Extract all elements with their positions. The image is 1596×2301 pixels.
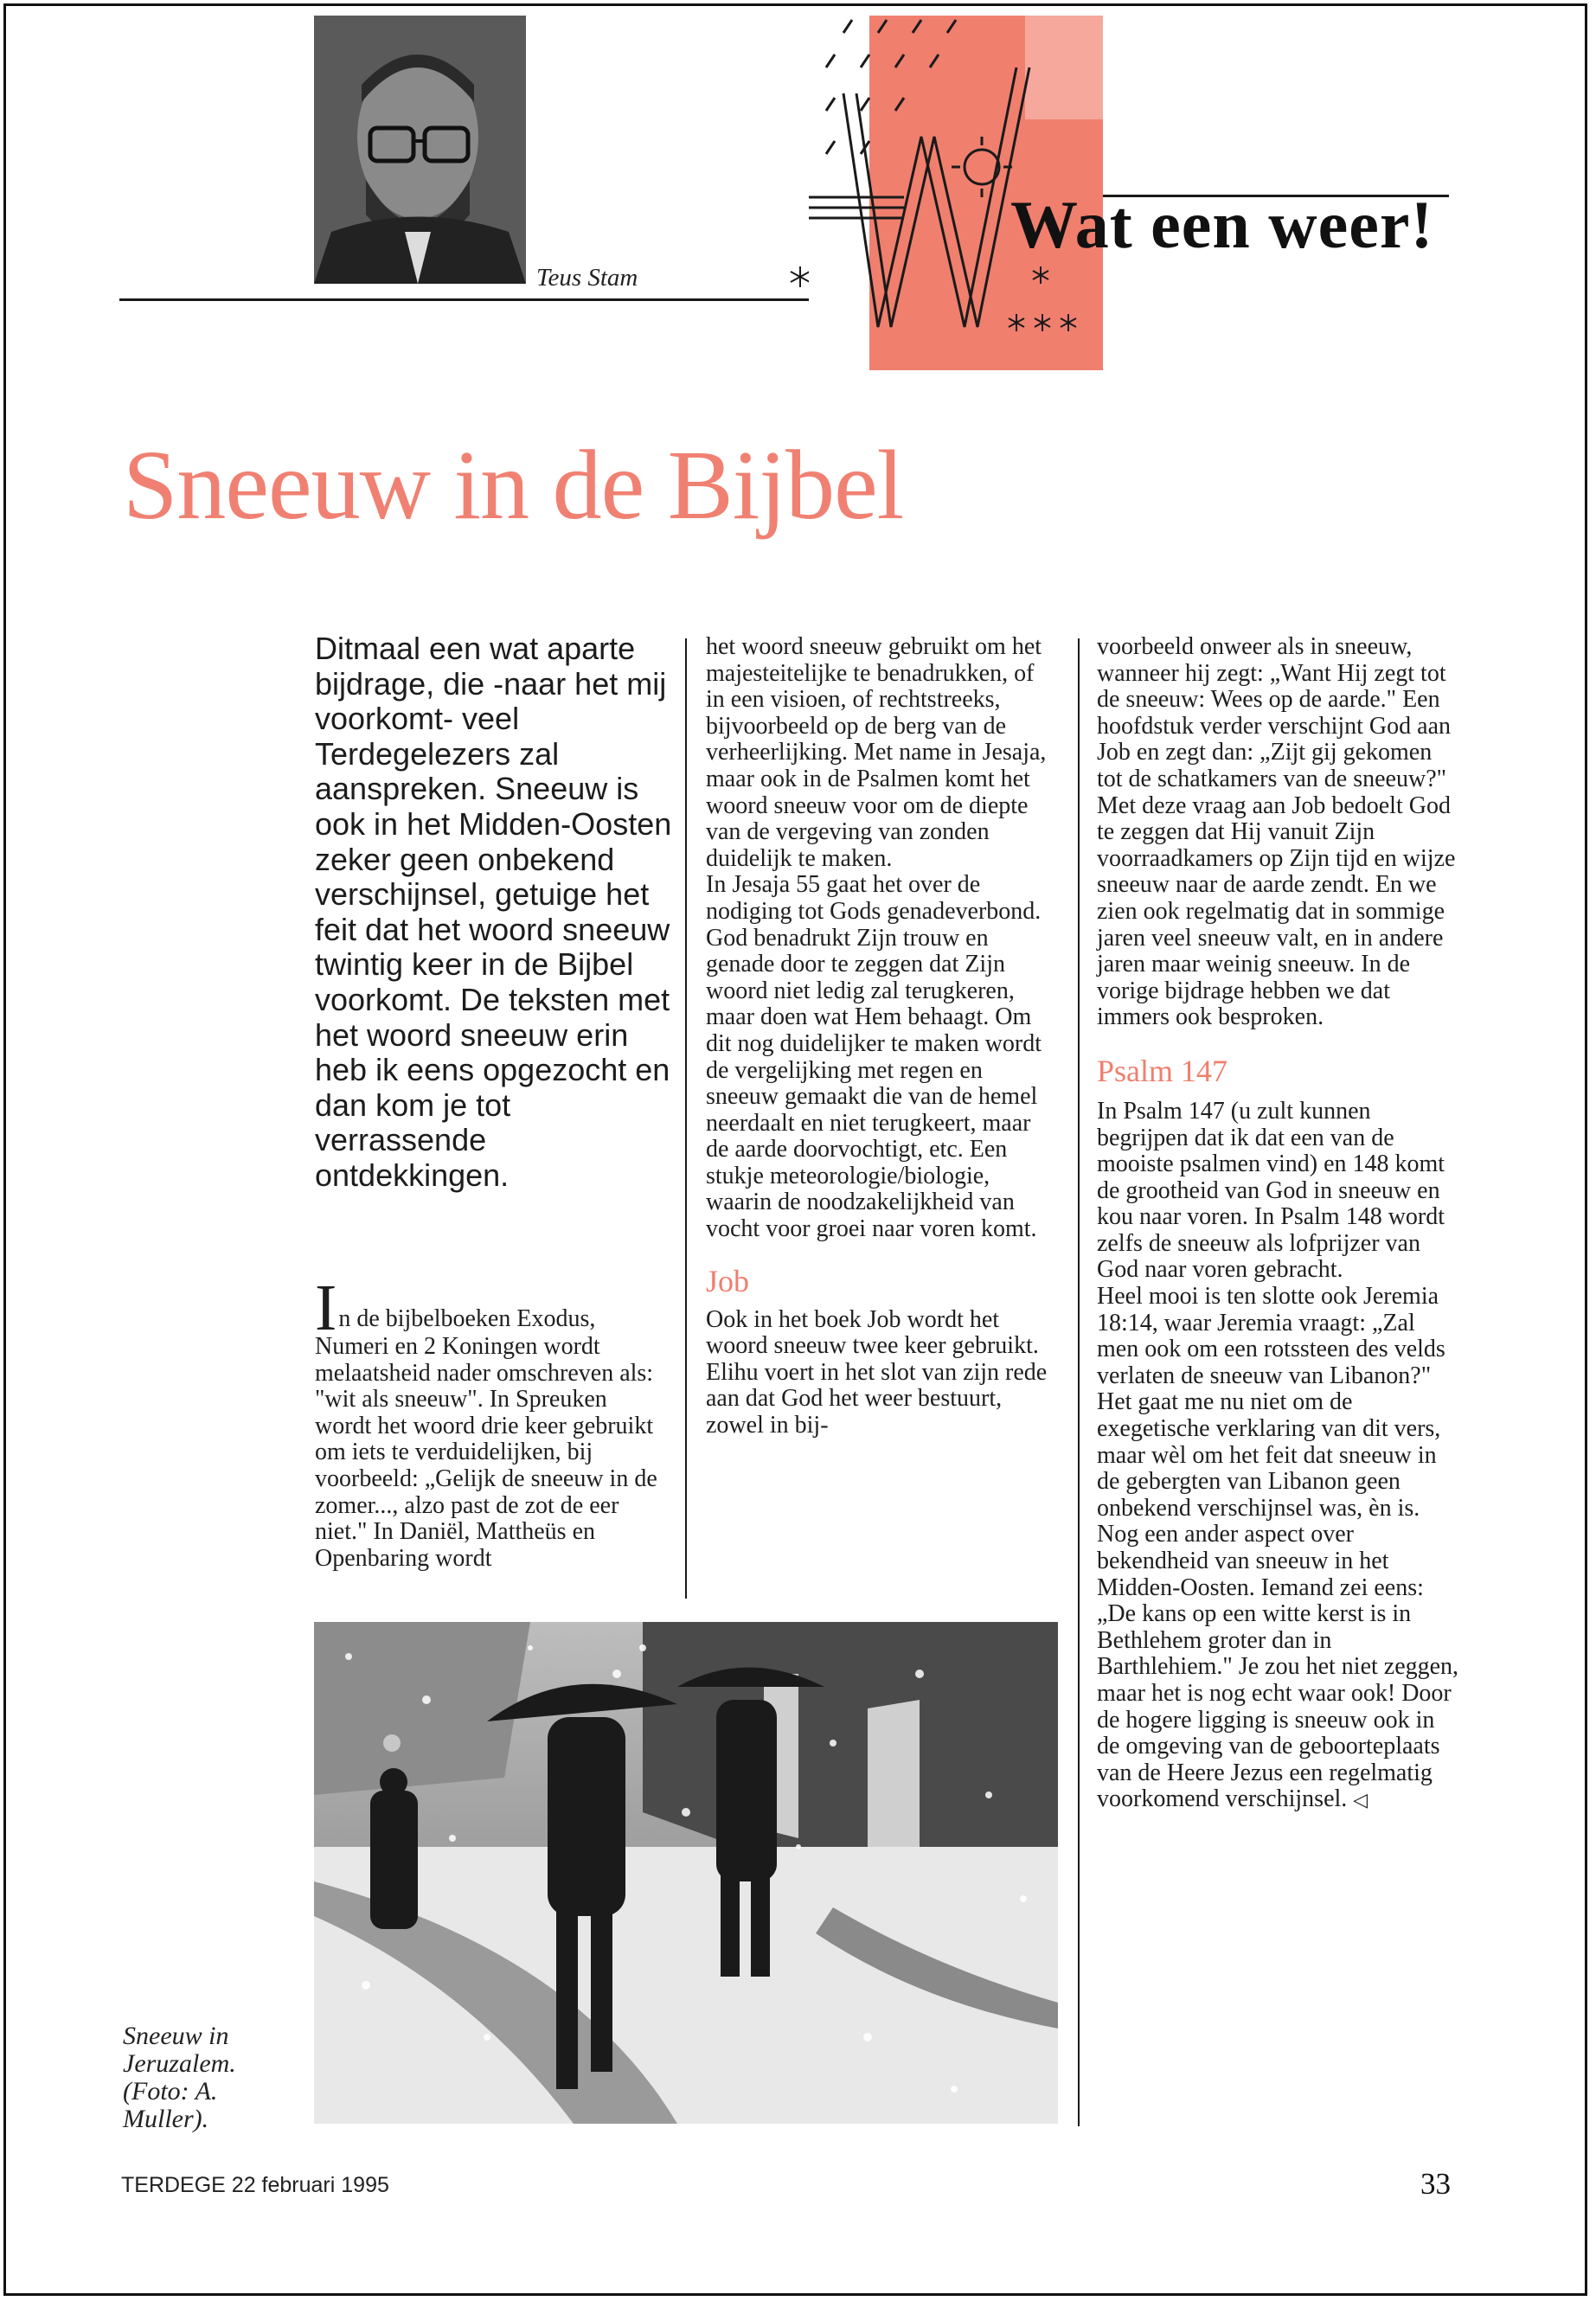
- column-3: [1097, 634, 1460, 1814]
- column-rule-1: [685, 638, 687, 1599]
- article-intro: Ditmaal een wat aparte bijdrage, die -naar het mij voorkomt- veel Terdegelezers zal aanspreken. Sneeuw is ook in het Midden-Oosten zeker geen onbekend verschijnsel, getuige het feit dat het woord sneeuw twintig keer in de Bijbel voorkomt. De teksten met het woord sneeuw erin heb ik eens opgezocht en dan kom je tot verrassende ontdekkingen.: [315, 631, 672, 1193]
- body-paragraph: [1097, 1522, 1460, 1814]
- column-title: Wat een weer!: [1010, 187, 1434, 262]
- footer-publication: TERDEGE 22 februari 1995: [121, 2173, 389, 2197]
- article-headline: Sneeuw in de Bijbel: [123, 430, 904, 540]
- body-paragraph: Heel mooi is ten slotte ook Jeremia 18:14, waar Jeremia vraagt: „Zal men ook om een rotssteen des velds verlaten de sneeuw van Libanon?" Het gaat me nu niet om de exegetische verklaring van dit vers, maar wèl om het feit dat sneeuw in de gebergten van Libanon geen onbekend verschijnsel was, èn is.: [1097, 1283, 1445, 1522]
- photo-caption: Sneeuw in Jeruzalem. (Foto: A. Muller).: [123, 2022, 236, 2133]
- body-paragraph: het woord sneeuw gebruikt om het majesteitelijke te benadrukken, of in een visioen, of rechtstreeks, bijvoorbeeld op de berg van de verheerlijking. Met name in Jesaja, maar ook in de Psalmen komt het woord sneeuw voor om de diepte van de vergeving van zonden duidelijk te maken.: [706, 633, 1047, 872]
- page-number: 33: [1420, 2167, 1451, 2201]
- column-rule-2: [1078, 638, 1080, 2126]
- jerusalem-snow-image: [314, 1622, 1058, 2124]
- subhead-job: Job: [706, 1263, 750, 1298]
- drop-cap: I: [315, 1272, 337, 1344]
- body-paragraph: In Jesaja 55 gaat het over de nodiging tot Gods genadeverbond. God benadrukt Zijn trouw en genade door te zeggen dat Zijn woord niet ledig zal terugkeren, maar doen wat Hem behaagt. Om dit nog duidelijker te maken wordt de vergelijking met regen en sneeuw gemaakt die van de hemel neerdaalt en niet terugkeert, maar de aarde doorvochtigt, etc. Een stukje meteorologie/biologie, waarin de noodzakelijkheid van vocht voor groei naar voren komt.: [706, 871, 1042, 1243]
- paragraph-text: Nog een ander aspect over bekendheid van sneeuw in het Midden-Oosten. Iemand zei eens: „De kans op een witte kerst is in Bethlehem groter dan in Barthlehiem." Je zou het niet zeggen, maar het is nog echt waar ook! Door de hogere ligging is sneeuw ook in de omgeving van de geboorteplaats van de Heere Jezus een regelmatig voorkomend verschijnsel.: [1097, 1521, 1459, 1813]
- author-name: Teus Stam: [536, 264, 638, 292]
- author-photo: [314, 16, 526, 284]
- snow-photo: [314, 1622, 1058, 2124]
- column-1: [315, 1272, 665, 1572]
- body-paragraph: voorbeeld onweer als in sneeuw, wanneer hij zegt: „Want Hij zegt tot de sneeuw: Wees op de aarde." Een hoofdstuk verder verschijnt God aan Job en zegt dan: „Zijt gij gekomen tot de schatkamers van de sneeuw?" Met deze vraag aan Job bedoelt God te zeggen dat Hij vanuit Zijn voorraadkamers op Zijn tijd en wijze sneeuw naar de aarde zendt. En we zien ook regelmatig dat in sommige jaren veel sneeuw valt, en in andere jaren maar weinig sneeuw. In de vorige bijdrage hebben we dat immers ook besproken.: [1097, 633, 1456, 1031]
- subhead-psalm: Psalm 147: [1097, 1053, 1228, 1088]
- body-paragraph: Ook in het boek Job wordt het woord sneeuw twee keer gebruikt. Elihu voert in het slot van zijn rede aan dat God het weer bestuurt, zowel in bij-: [706, 1305, 1048, 1439]
- body-paragraph: In Psalm 147 (u zult kunnen begrijpen dat ik dat een van de mooiste psalmen vind) en 148 komt de grootheid van God in sneeuw en kou naar voren. In Psalm 148 wordt zelfs de sneeuw als lofprijzer van God naar voren gebracht.: [1097, 1097, 1445, 1284]
- paragraph-text: n de bijbelboeken Exodus, Numeri en 2 Koningen wordt melaatsheid nader omschreven als: "wit als sneeuw". In Spreuken wordt het woord drie keer gebruikt om iets te verduidelijken, bij voorbeeld: „Gelijk de sneeuw in de zomer..., alzo past de zot de eer niet." In Daniël, Mattheüs en Openbaring wordt: [315, 1305, 657, 1572]
- body-paragraph: [315, 1272, 665, 1572]
- author-portrait-image: [314, 16, 526, 284]
- column-2: [706, 634, 1052, 1439]
- end-mark-icon: ◁: [1353, 1789, 1368, 1811]
- header-rule-left: [119, 298, 811, 301]
